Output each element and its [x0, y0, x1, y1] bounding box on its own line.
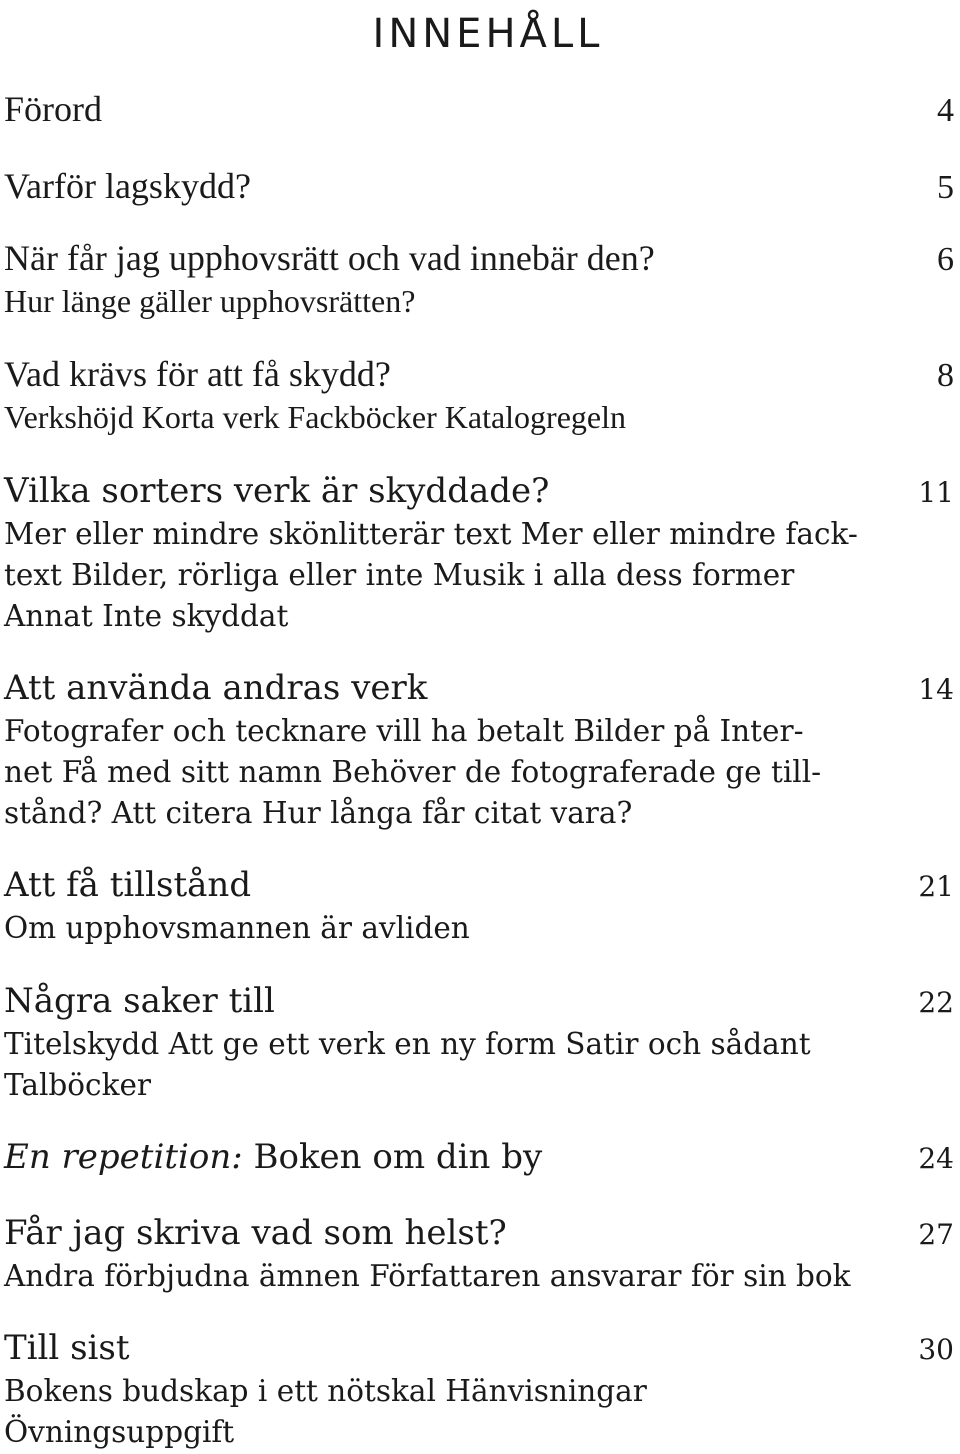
toc-entry-title: Några saker till: [4, 981, 275, 1021]
toc-entry-row: [4, 980, 954, 1024]
toc-entry-title: Till sist: [4, 1328, 130, 1368]
toc-entry-title: Vilka sorters verk är skyddade?: [4, 471, 550, 511]
toc-entry-row: [4, 353, 954, 397]
toc-entry-title-wrap: [4, 1136, 542, 1178]
toc-page-number: 4: [937, 92, 954, 129]
toc-page-number: 11: [918, 476, 954, 509]
toc-entry: [4, 353, 954, 437]
toc-entry-row: [4, 237, 954, 281]
toc-entry-row: [4, 165, 954, 209]
toc-page-number: 14: [918, 673, 954, 706]
toc-entry-subtopics: Hur länge gäller upphovsrätten?: [4, 283, 416, 319]
toc-entry-title: När får jag upphovsrätt och vad innebär den?: [4, 238, 655, 278]
toc-entry: [4, 165, 954, 209]
toc-entry: [4, 88, 954, 132]
toc-entry-row: [4, 1136, 954, 1180]
toc-page-number: 21: [918, 870, 954, 903]
toc-page-number: 30: [918, 1333, 954, 1366]
toc-entry-subtopics: Verkshöjd Korta verk Fackböcker Katalogregeln: [4, 399, 626, 435]
toc-entry-title: Förord: [4, 89, 102, 129]
toc-page-number: 27: [918, 1218, 954, 1251]
toc-entry: [4, 667, 954, 834]
toc-entry-subtopics: Bokens budskap i ett nötskal Hänvisningar Övningsuppgift: [4, 1374, 647, 1449]
toc-entry-row: [4, 1212, 954, 1256]
toc-page-number: 6: [937, 241, 954, 278]
toc-entry-row: [4, 88, 954, 132]
toc-entry-row: [4, 470, 954, 514]
toc-entry-title: Att använda andras verk: [4, 668, 428, 708]
toc-page-number: 8: [937, 357, 954, 394]
toc-entry: [4, 864, 954, 949]
toc-entry: [4, 470, 954, 637]
toc-entry: [4, 1136, 954, 1180]
toc-page-number: 5: [937, 169, 954, 206]
toc-entry-title: Att få tillstånd: [4, 865, 252, 905]
toc-page-number: 24: [918, 1142, 954, 1175]
toc-entry-subtopics: Titelskydd Att ge ett verk en ny form Satir och sådant Talböcker: [4, 1027, 811, 1102]
toc-entry-title-italic: En repetition:: [4, 1137, 243, 1177]
toc-entry-row: [4, 667, 954, 711]
toc-entry-title: Får jag skriva vad som helst?: [4, 1213, 507, 1253]
toc-entry: [4, 1327, 954, 1453]
toc-entry: [4, 237, 954, 321]
toc-entry-title: Boken om din by: [242, 1137, 543, 1177]
toc-page-number: 22: [918, 986, 954, 1019]
toc-entry-row: [4, 864, 954, 908]
toc-entry-row: [4, 1327, 954, 1371]
page-title: INNEHÅLL: [372, 11, 604, 57]
toc-entry-subtopics: Andra förbjudna ämnen Författaren ansvarar för sin bok: [4, 1259, 851, 1293]
toc-entry: [4, 980, 954, 1106]
toc-entry-subtopics: Fotografer och tecknare vill ha betalt Bilder på Inter- net Få med sitt namn Behöver de fotograferade ge till- stånd? Att citera Hur långa får citat vara?: [4, 714, 822, 830]
toc-entry-subtopics: Mer eller mindre skönlitterär text Mer eller mindre fack- text Bilder, rörliga eller inte Musik i alla dess former Annat Inte skyddat: [4, 517, 858, 633]
toc-entry: [4, 1212, 954, 1297]
toc-entry-title: Vad krävs för att få skydd?: [4, 354, 391, 394]
toc-entry-subtopics: Om upphovsmannen är avliden: [4, 911, 470, 945]
toc-entry-title: Varför lagskydd?: [4, 166, 251, 206]
